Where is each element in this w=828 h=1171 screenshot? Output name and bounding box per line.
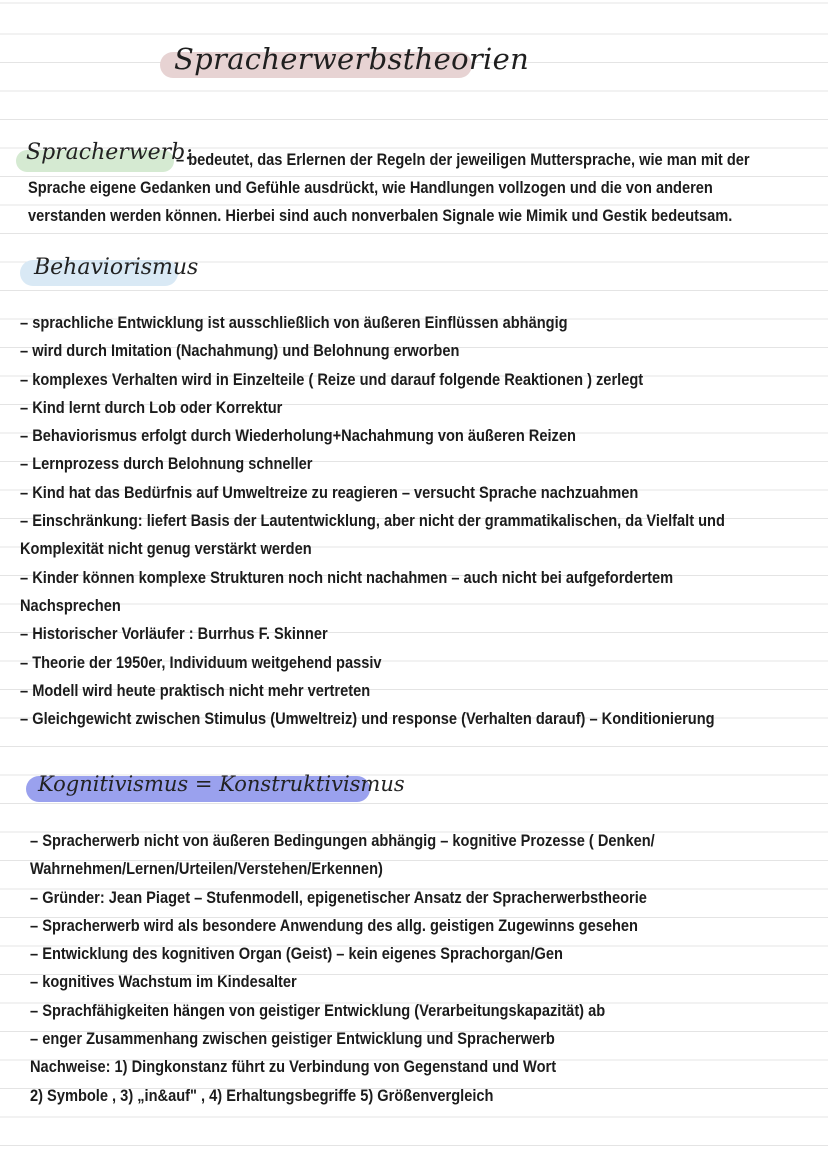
list-item: – Behaviorismus erfolgt durch Wiederholung+Nachahmung von äußeren Reizen (20, 426, 576, 446)
page-title (160, 42, 530, 82)
list-item: – Kinder können komplexe Strukturen noch nicht nachahmen – auch nicht bei aufgefordertem (20, 567, 674, 587)
list-item: – Theorie der 1950er, Individuum weitgehend passiv (20, 652, 382, 672)
list-item: Komplexität nicht genug verstärkt werden (20, 539, 312, 559)
behaviorismus-list (20, 309, 725, 733)
list-item: Wahrnehmen/Lernen/Urteilen/Verstehen/Erkennen) (30, 859, 383, 879)
definition-line-3: verstanden werden können. Hierbei sind auch nonverbalen Signale wie Mimik und Gestik bedeutsam. (28, 206, 733, 225)
section-heading-behaviorismus (20, 255, 199, 286)
list-item: – kognitives Wachstum im Kindesalter (30, 972, 297, 992)
list-item: – Sprachfähigkeiten hängen von geistiger Entwicklung (Verarbeitungskapazität) ab (30, 1000, 606, 1020)
list-item: – sprachliche Entwicklung ist ausschließlich von äußeren Einflüssen abhängig (20, 313, 568, 332)
list-item: – Modell wird heute praktisch nicht mehr vertreten (20, 680, 371, 700)
page-title-text: Spracherwerbstheorien (174, 42, 530, 76)
list-item: – Einschränkung: liefert Basis der Lautentwicklung, aber nicht der grammatikalischen, da Vielfalt und (20, 511, 725, 531)
term-label: Spracherwerb: (26, 140, 193, 165)
list-item: Nachsprechen (20, 595, 121, 615)
definition-line-2: Sprache eigene Gedanken und Gefühle ausdrückt, wie Handlungen vollzogen und die von anderen (28, 178, 713, 197)
list-item: – Historischer Vorläufer : Burrhus F. Skinner (20, 624, 328, 644)
list-item: – Gründer: Jean Piaget – Stufenmodell, epigenetischer Ansatz der Spracherwerbstheorie (30, 887, 647, 907)
list-item: – Gleichgewicht zwischen Stimulus (Umweltreiz) und response (Verhalten darauf) – Konditionierung (20, 709, 715, 729)
section-heading-kognitivismus (26, 772, 405, 802)
list-item: – wird durch Imitation (Nachahmung) und Belohnung erworben (20, 341, 460, 361)
list-item: – komplexes Verhalten wird in Einzelteile ( Reize und darauf folgende Reaktionen ) zerlegt (20, 369, 644, 389)
kognitivismus-list (30, 827, 655, 1110)
list-item: – Spracherwerb wird als besondere Anwendung des allg. geistigen Zugewinns gesehen (30, 915, 638, 935)
list-item: 2) Symbole , 3) „in&auf" , 4) Erhaltungsbegriffe 5) Größenvergleich (30, 1085, 494, 1105)
list-item: – Lernprozess durch Belohnung schneller (20, 454, 313, 474)
list-item: – Spracherwerb nicht von äußeren Bedingungen abhängig – kognitive Prozesse ( Denken/ (30, 831, 655, 850)
list-item: – Kind lernt durch Lob oder Korrektur (20, 397, 283, 417)
behaviorismus-heading-text: Behaviorismus (34, 255, 199, 280)
kognitivismus-heading-text: Kognitivismus = Konstruktivismus (38, 772, 405, 796)
term-spracherwerb (16, 140, 193, 172)
definition-line-1: – bedeutet, das Erlernen der Regeln der jeweiligen Muttersprache, wie man mit der (176, 150, 750, 169)
list-item: Nachweise: 1) Dingkonstanz führt zu Verbindung von Gegenstand und Wort (30, 1057, 557, 1077)
list-item: – enger Zusammenhang zwischen geistiger Entwicklung und Spracherwerb (30, 1029, 555, 1049)
list-item: – Kind hat das Bedürfnis auf Umweltreize zu reagieren – versucht Sprache nachzuahmen (20, 482, 639, 502)
list-item: – Entwicklung des kognitiven Organ (Geist) – kein eigenes Sprachorgan/Gen (30, 944, 563, 964)
